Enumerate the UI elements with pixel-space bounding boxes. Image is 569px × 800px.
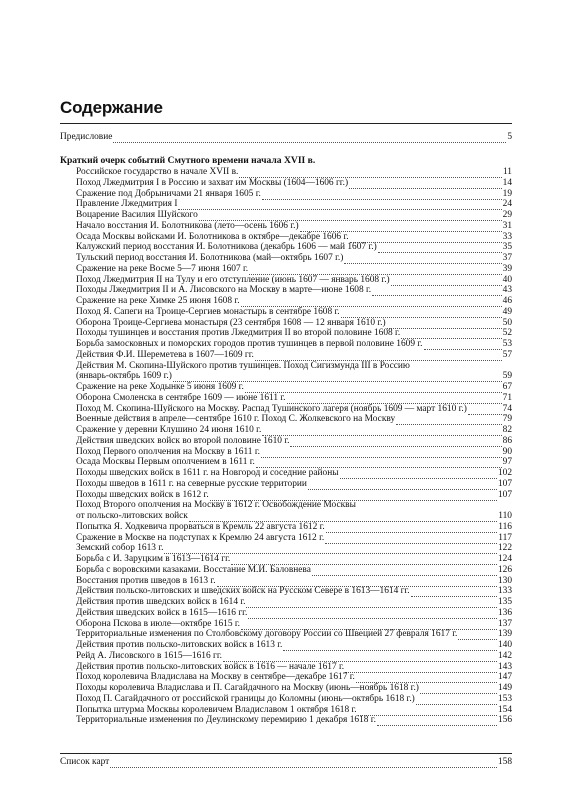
toc-entry[interactable] bbox=[76, 705, 512, 716]
toc-leader-dots bbox=[262, 426, 501, 436]
toc-entry[interactable] bbox=[76, 339, 512, 350]
toc-leader-dots bbox=[241, 620, 497, 630]
toc-entry[interactable] bbox=[76, 328, 512, 339]
toc-leader-dots bbox=[231, 555, 497, 565]
toc-entry[interactable] bbox=[76, 651, 512, 662]
toc-leader-dots bbox=[241, 297, 502, 307]
toc-entry[interactable] bbox=[76, 468, 512, 479]
toc-entry-text: Действия шведских войск во второй половине 1610 г. bbox=[76, 435, 290, 446]
toc-leader-dots bbox=[372, 286, 501, 296]
toc-entry-page: 140 bbox=[497, 640, 512, 650]
toc-leader-dots bbox=[210, 491, 497, 501]
toc-entry-text: Воцарение Василия Шуйского bbox=[76, 210, 198, 220]
toc-entry-page: 126 bbox=[497, 564, 512, 575]
toc-entry-text: Рейд А. Лисовского в 1615—1616 гг. bbox=[76, 650, 222, 661]
toc-entry-text: Поход Я. Сапеги на Троице-Сергиев монастырь в сентябре 1608 г. bbox=[76, 306, 340, 317]
toc-entry-page: 52 bbox=[502, 328, 512, 339]
toc-entry[interactable] bbox=[76, 404, 512, 415]
toc-leader-dots bbox=[358, 706, 497, 716]
toc-entry-text: Попытка штурма Москвы королевичем Владиславом 1 октября 1618 г. bbox=[76, 704, 357, 715]
toc-entry-page: 135 bbox=[497, 597, 512, 607]
toc-entry[interactable] bbox=[76, 414, 512, 425]
toc-entry-page: 24 bbox=[502, 199, 512, 210]
toc-entry-text: Оборона Троице-Сергиева монастыря (23 сентября 1608 — 12 января 1610 г.) bbox=[76, 317, 386, 328]
toc-entry-text: Оборона Смоленска в сентябре 1609 — июне 1611 г. bbox=[76, 392, 286, 403]
toc-leader-dots bbox=[300, 222, 502, 232]
toc-entry-page: 86 bbox=[502, 435, 512, 446]
toc-entry-page: 139 bbox=[497, 629, 512, 640]
toc-entry-page: 40 bbox=[502, 274, 512, 285]
toc-entry-text: Походы тушинцев и восстания против Лжедмитрия II во второй половине 1608 г. bbox=[76, 328, 401, 339]
toc-entry-page: 31 bbox=[502, 220, 512, 231]
toc-entry[interactable] bbox=[76, 350, 512, 361]
toc-leader-dots bbox=[341, 308, 502, 318]
toc-entry[interactable] bbox=[76, 715, 512, 726]
toc-entry-page: 39 bbox=[502, 263, 512, 274]
toc-leader-dots bbox=[239, 168, 502, 178]
toc-leader-dots bbox=[377, 716, 497, 726]
toc-entry-text: Походы шведских войск в 1612 г. bbox=[76, 489, 209, 500]
toc-entry[interactable] bbox=[76, 479, 512, 490]
toc-entry-page: 5 bbox=[507, 132, 512, 142]
toc-entry-page: 136 bbox=[497, 607, 512, 618]
toc-entry-text[interactable]: Действия М. Скопина-Шуйского против тушинцев. Поход Сигизмунда III в Россию bbox=[76, 360, 410, 371]
toc-entry-page: 158 bbox=[497, 757, 512, 767]
toc-entry-text: Действия против польско-литовских войск в 1613 г. bbox=[76, 640, 283, 650]
toc-entry-page: 124 bbox=[497, 554, 512, 564]
toc-entry-page: 53 bbox=[502, 339, 512, 349]
toc-leader-dots bbox=[378, 243, 502, 253]
toc-entry-page: 50 bbox=[502, 317, 512, 328]
toc-leader-dots bbox=[326, 523, 498, 533]
toc-entry[interactable] bbox=[76, 253, 512, 264]
toc-entry-text: Сражение под Добрыничами 21 января 1605 г. bbox=[76, 188, 261, 199]
toc-entry-text: Предисловие bbox=[60, 132, 113, 142]
toc-entry-text: Осада Москвы Первым ополчением в 1611 г. bbox=[76, 457, 255, 468]
toc-entry[interactable] bbox=[76, 371, 512, 382]
toc-entry-text: Начало восстания И. Болотникова (лето—осень 1606 г.) bbox=[76, 220, 299, 231]
toc-entry-text: Попытка Я. Ходкевича прорваться в Кремль 22 августа 1612 г. bbox=[76, 521, 325, 532]
toc-leader-dots bbox=[173, 372, 502, 382]
toc-entry-page: 90 bbox=[502, 446, 512, 457]
page-title: Содержание bbox=[60, 98, 163, 117]
toc-entry-text: Поход Лжедмитрия II на Тулу и его отступление (июнь 1607 — январь 1608 г.) bbox=[76, 274, 390, 285]
toc-leader-dots bbox=[420, 684, 497, 694]
toc-entry[interactable] bbox=[76, 683, 512, 694]
toc-entry-page: 130 bbox=[497, 575, 512, 586]
toc-entry-page: 49 bbox=[502, 306, 512, 317]
toc-entry-text: Борьба замосковных и поморских городов против тушинцев в первой половине 1609 г. bbox=[76, 339, 423, 349]
toc-entry-text: Сражение на реке Восме 5—7 июня 1607 г. bbox=[76, 263, 249, 274]
toc-entry-page: 102 bbox=[497, 468, 512, 478]
toc-entry[interactable] bbox=[76, 285, 512, 296]
toc-entry-text: Борьба с воровскими казаками. Восстание М.И. Баловнева bbox=[76, 564, 311, 575]
toc-leader-dots bbox=[290, 437, 501, 447]
toc-entry-page: 110 bbox=[498, 511, 512, 521]
toc-leader-dots bbox=[391, 276, 502, 286]
toc-entry[interactable] bbox=[76, 221, 512, 232]
toc-entry[interactable] bbox=[76, 522, 512, 533]
toc-entry[interactable] bbox=[76, 457, 512, 468]
toc-leader-dots bbox=[246, 598, 496, 608]
toc-entry-page: 67 bbox=[502, 382, 512, 392]
toc-leader-dots bbox=[217, 577, 497, 587]
toc-entry-page: 35 bbox=[502, 242, 512, 253]
toc-entry-text: Сражение на реке Химке 25 июня 1608 г. bbox=[76, 296, 240, 306]
toc-entry-text: от польско-литовских войск bbox=[76, 511, 188, 521]
toc-entry[interactable] bbox=[76, 199, 512, 210]
toc-entry-text: Российское государство в начале XVII в. bbox=[76, 167, 239, 177]
toc-entry[interactable] bbox=[76, 565, 512, 576]
toc-leader-dots bbox=[401, 329, 501, 339]
toc-entry[interactable] bbox=[76, 640, 512, 651]
toc-leader-dots bbox=[249, 265, 501, 275]
toc-leader-dots bbox=[411, 587, 497, 597]
toc-entry[interactable] bbox=[76, 264, 512, 275]
toc-entry-text: Поход Лжедмитрия I в Россию и захват им Москвы (1604—1606 гг.) bbox=[76, 177, 349, 188]
toc-entry-text: Борьба с И. Заруцким в 1613—1614 гг. bbox=[76, 554, 231, 564]
toc-entry-text: Сражение у деревни Клушино 24 июня 1610 г. bbox=[76, 425, 262, 435]
toc-leader-dots bbox=[344, 254, 501, 264]
toc-leader-dots bbox=[396, 415, 501, 425]
toc-entry[interactable] bbox=[76, 447, 512, 458]
toc-entry[interactable] bbox=[76, 275, 512, 286]
toc-entry-text: Земский собор 1613 г. bbox=[76, 543, 164, 554]
toc-entry-text: Правление Лжедмитрия I bbox=[76, 199, 178, 210]
toc-leader-dots bbox=[262, 190, 502, 200]
toc-entry-text: Действия польско-литовских и шведских войск на Русском Севере в 1613—1614 гг. bbox=[76, 586, 410, 597]
toc-leader-dots bbox=[255, 351, 502, 361]
toc-entry-text: Сражение в Москве на подступах к Кремлю 24 августа 1612 г. bbox=[76, 532, 325, 543]
toc-entry-text: Походы шведских войск в 1611 г. на Новгород и соседние районы bbox=[76, 468, 339, 478]
toc-entry[interactable] bbox=[76, 210, 512, 221]
toc-entry-text: Походы Лжедмитрия II и А. Лисовского на Москву в марте—июне 1608 г. bbox=[76, 285, 372, 296]
toc-entry-text[interactable]: Поход Второго ополчения на Москву в 1612 г. Освобождение Москвы bbox=[76, 500, 356, 511]
toc-entry[interactable] bbox=[76, 608, 512, 619]
toc-entry[interactable] bbox=[76, 511, 512, 522]
toc-entry-page: 74 bbox=[502, 403, 512, 414]
toc-entry-text: Действия против польско-литовских войск в 1616 — начале 1617 г. bbox=[76, 661, 345, 672]
toc-entry-page: 37 bbox=[502, 253, 512, 263]
toc-entry-maps[interactable] bbox=[60, 757, 512, 768]
toc-entry-page: 19 bbox=[502, 188, 512, 199]
toc-entry-page: 153 bbox=[497, 693, 512, 704]
toc-entry-page: 79 bbox=[502, 414, 512, 425]
toc-leader-dots bbox=[199, 211, 502, 221]
toc-leader-dots bbox=[113, 133, 506, 143]
toc-leader-dots bbox=[308, 480, 497, 490]
toc-entry[interactable] bbox=[76, 672, 512, 683]
toc-entry[interactable] bbox=[76, 167, 512, 178]
toc-entry-page: 133 bbox=[497, 586, 512, 597]
toc-entry-page: 11 bbox=[502, 167, 512, 177]
toc-leader-dots bbox=[248, 609, 497, 619]
toc-entry-page: 59 bbox=[502, 371, 512, 382]
toc-entry[interactable] bbox=[76, 694, 512, 705]
toc-entry[interactable] bbox=[76, 533, 512, 544]
toc-entry[interactable] bbox=[76, 425, 512, 436]
toc-entry-text: Калужский период восстания И. Болотникова (декабрь 1606 — май 1607 г.) bbox=[76, 242, 377, 253]
toc-entry-page: 33 bbox=[502, 231, 512, 242]
bottom-divider bbox=[60, 753, 512, 754]
toc-entry-page: 29 bbox=[502, 210, 512, 220]
toc-entry[interactable] bbox=[76, 393, 512, 404]
toc-entry-page: 147 bbox=[497, 672, 512, 683]
toc-leader-dots bbox=[356, 673, 497, 683]
toc-entry-page: 154 bbox=[497, 704, 512, 715]
toc-entry-text: Восстания против шведов в 1613 г. bbox=[76, 575, 216, 586]
toc-leader-dots bbox=[325, 534, 497, 544]
toc-leader-dots bbox=[283, 641, 497, 651]
toc-entry-text: Осада Москвы войсками И. Болотникова в октябре—декабре 1606 г. bbox=[76, 231, 349, 242]
toc-entry-text: Походы королевича Владислава и П. Сагайдачного на Москву (июнь—ноябрь 1618 г.) bbox=[76, 683, 419, 693]
toc-entry[interactable] bbox=[76, 629, 512, 640]
toc-entry[interactable] bbox=[76, 242, 512, 253]
toc-leader-dots bbox=[223, 652, 497, 662]
toc-leader-dots bbox=[189, 512, 497, 522]
toc-entry-text: Территориальные изменения по Деулинскому перемирию 1 декабря 1618 г. bbox=[76, 715, 376, 726]
toc-entry[interactable] bbox=[76, 232, 512, 243]
toc-entry-text: Оборона Пскова в июле—октябре 1615 г. bbox=[76, 618, 240, 629]
toc-entry-page: 142 bbox=[497, 650, 512, 661]
toc-entry[interactable] bbox=[76, 586, 512, 597]
toc-entry[interactable] bbox=[76, 619, 512, 630]
toc-entry-text: Поход Первого ополчения на Москву в 1611 г. bbox=[76, 446, 260, 457]
toc-entry[interactable] bbox=[76, 543, 512, 554]
toc-leader-dots bbox=[245, 383, 502, 393]
toc-entry-page: 57 bbox=[502, 349, 512, 360]
toc-leader-dots bbox=[261, 448, 502, 458]
toc-entry-text: Поход П. Сагайдачного от российской границы до Коломны (июнь—октябрь 1618 г.) bbox=[76, 693, 415, 704]
toc-entry[interactable] bbox=[76, 576, 512, 587]
toc-entry[interactable] bbox=[76, 307, 512, 318]
toc-entry[interactable] bbox=[76, 436, 512, 447]
toc-leader-dots bbox=[416, 695, 497, 705]
toc-entry[interactable] bbox=[76, 662, 512, 673]
toc-entry-text: Действия Ф.И. Шереметева в 1607—1609 гг. bbox=[76, 349, 254, 360]
toc-leader-dots bbox=[345, 663, 497, 673]
toc-entry[interactable] bbox=[76, 554, 512, 565]
toc-entry-text: Поход М. Скопина-Шуйского на Москву. Распад Тушинского лагеря (ноябрь 1609 — март 1610 г.) bbox=[76, 403, 467, 414]
toc-entry[interactable] bbox=[76, 382, 512, 393]
toc-entry-text: Действия против шведских войск в 1614 г. bbox=[76, 597, 246, 607]
toc-entry-page: 107 bbox=[497, 478, 512, 489]
toc-entry-page: 107 bbox=[497, 489, 512, 500]
toc-leader-dots bbox=[387, 319, 502, 329]
toc-leader-dots bbox=[350, 233, 502, 243]
toc-leader-dots bbox=[458, 630, 497, 640]
toc-entry[interactable] bbox=[76, 597, 512, 608]
toc-entry-page: 97 bbox=[502, 457, 512, 468]
toc-entry[interactable] bbox=[76, 318, 512, 329]
toc-entry-text: Территориальные изменения по Столбовскому договору России со Швецией 27 февраля 1617 г. bbox=[76, 629, 458, 640]
toc-entry-page: 43 bbox=[502, 285, 512, 296]
toc-entry[interactable] bbox=[76, 296, 512, 307]
toc-leader-dots bbox=[164, 544, 496, 554]
toc-entry-page: 46 bbox=[502, 296, 512, 306]
toc-entry-page: 149 bbox=[497, 683, 512, 693]
toc-entry[interactable] bbox=[76, 178, 512, 189]
toc-entry-page: 14 bbox=[502, 177, 512, 188]
toc-entry-text: Поход королевича Владислава на Москву в сентябре—декабре 1617 г. bbox=[76, 672, 355, 683]
toc-entry-page: 116 bbox=[498, 521, 512, 532]
toc-entry-page: 71 bbox=[502, 392, 512, 403]
toc-leader-dots bbox=[110, 758, 497, 768]
toc-entry-text: Военные действия в апреле—сентябре 1610 г. Поход С. Жолкевского на Москву bbox=[76, 414, 396, 425]
toc-entry-page: 156 bbox=[497, 715, 512, 726]
toc-entry[interactable] bbox=[76, 490, 512, 501]
toc-entry-page: 143 bbox=[497, 661, 512, 672]
toc-leader-dots bbox=[312, 566, 497, 576]
toc-entry-text: Походы шведов в 1611 г. на северные русские территории bbox=[76, 478, 307, 489]
toc-leader-dots bbox=[340, 469, 497, 479]
toc-entry-page: 137 bbox=[497, 618, 512, 629]
toc-entry-text: Действия шведских войск в 1615—1616 гг. bbox=[76, 607, 248, 618]
toc-entry-page: 82 bbox=[502, 425, 512, 435]
toc-leader-dots bbox=[287, 394, 502, 404]
toc-entry-text: Тульский период восстания И. Болотникова (май—октябрь 1607 г.) bbox=[76, 253, 344, 263]
toc-entry[interactable] bbox=[76, 189, 512, 200]
toc-leader-dots bbox=[468, 405, 502, 415]
toc-entry-preface[interactable] bbox=[60, 132, 512, 143]
section-heading: Краткий очерк событий Смутного времени начала XVII в. bbox=[60, 155, 316, 166]
toc-entry-text: Сражение на реке Ходынке 5 июня 1609 г. bbox=[76, 382, 244, 392]
top-divider bbox=[60, 123, 512, 124]
toc-leader-dots bbox=[178, 200, 501, 210]
toc-entry-text: Список карт bbox=[60, 757, 110, 767]
toc-entry-text: (январь-октябрь 1609 г.) bbox=[76, 371, 172, 382]
toc-entry-page: 122 bbox=[497, 543, 512, 554]
toc-entry-page: 117 bbox=[498, 532, 512, 543]
toc-leader-dots bbox=[256, 458, 502, 468]
toc-leader-dots bbox=[349, 179, 502, 189]
toc-leader-dots bbox=[424, 340, 502, 350]
